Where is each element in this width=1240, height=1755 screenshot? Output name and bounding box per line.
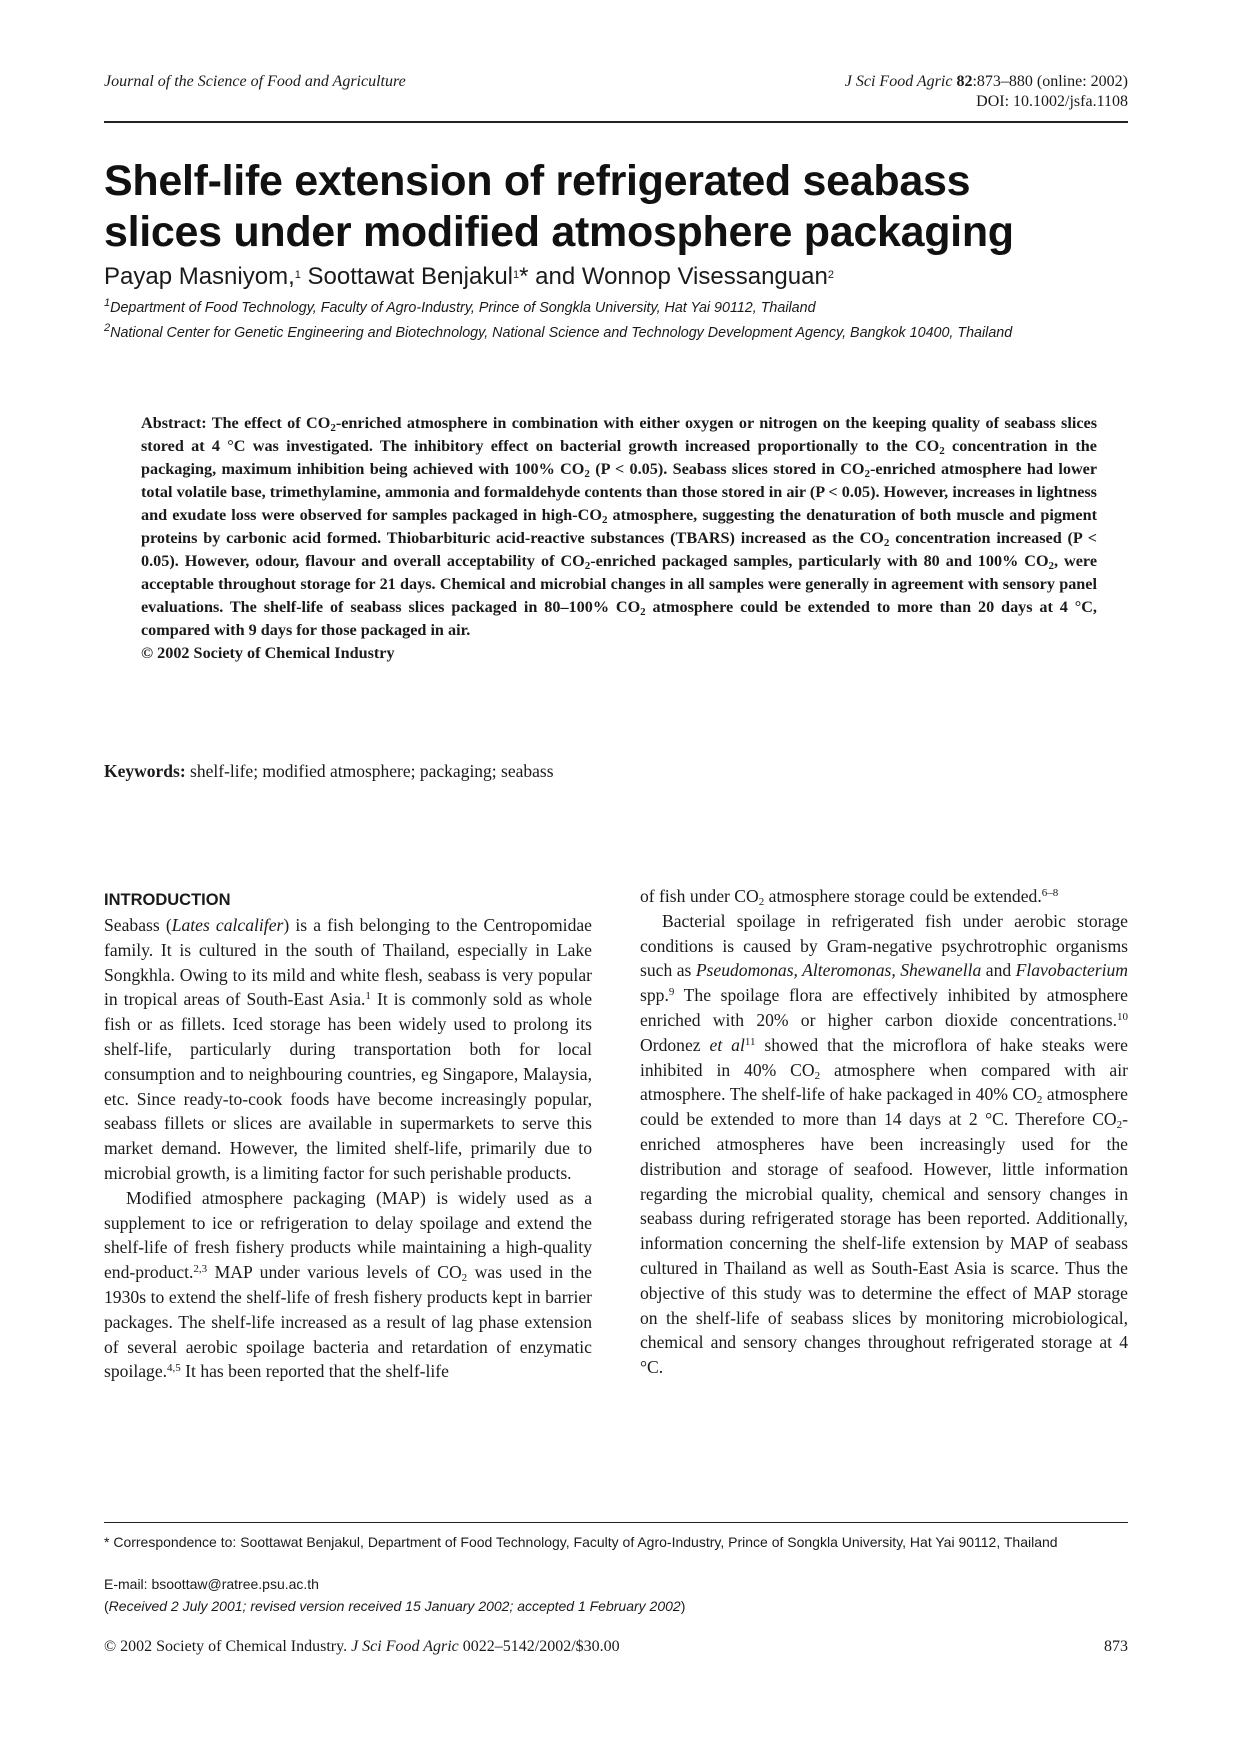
paragraph: Bacterial spoilage in refrigerated fish under aerobic storage conditions is caused by Gram-negative psychrotrophic organisms such as Pseudomonas, Alteromonas, Shewanella and Flavobacterium spp.$^9$ The spoilage flora are effectively inhibited by atmosphere enriched with 20% or higher carbon dioxide concentrations.$^{10}$ Ordonez et $al^{11}$ showed that the microflora of hake steaks were inhibited in 40% $CO_2$ atmosphere when compared with air atmosphere. The shelf-life of hake packaged in 40% $CO_2$ atmosphere could be extended to more than 14 days at 2 °C. Therefore $CO_2$-enriched atmospheres have been increasingly used for the distribution and storage of seafood. However, little information regarding the microbial quality, chemical and sensory changes in seabass during refrigerated storage has been reported. Additionally, information concerning the shelf-life extension by MAP of seabass cultured in Thailand as well as South-East Asia is scarce. Thus the objective of this study was to determine the effect of MAP storage on the shelf-life of seabass slices by monitoring microbiological, chemical and sensory changes throughout refrigerated storage at 4 °C. bbox=[640, 910, 1128, 1378]
keywords: Keywords: shelf-life; modified atmosphere; packaging; seabass bbox=[104, 761, 554, 781]
running-header-citation bbox=[845, 72, 1128, 112]
running-header-journal: Journal of the Science of Food and Agriculture bbox=[104, 73, 406, 90]
bottom-copyright: © 2002 Society of Chemical Industry. J Sci Food Agric 0022–5142/2002/$30.00 bbox=[104, 1638, 620, 1655]
email-note: E-mail: bsoottaw@ratree.psu.ac.th bbox=[104, 1576, 319, 1592]
author-list: Payap Masniyom,$^1$ Soottawat Benjakul$^1$* and Wonnop Visessanguan$^2$ bbox=[104, 263, 834, 290]
section-heading: INTRODUCTION bbox=[104, 891, 231, 909]
footnote-rule bbox=[104, 1522, 1128, 1523]
paragraph: Seabass (Lates calcalifer) is a fish belonging to the Centropomidae family. It is cultured in the south of Thailand, especially in Lake Songkhla. Owing to its mild and white flesh, seabass is very popular in tropical areas of South-East Asia.$^1$ It is commonly sold as whole fish or as fillets. Iced storage has been widely used to prolong its shelf-life, particularly during transportation both for local consumption and to neighbouring countries, eg Singapore, Malaysia, etc. Since ready-to-cook foods have become increasingly popular, seabass fillets or slices are available in supermarkets to serve this market demand. However, the limited shelf-life, primarily due to microbial growth, is a limiting factor for such perishable products. bbox=[104, 915, 593, 1183]
correspondence-note: * Correspondence to: Soottawat Benjakul, Department of Food Technology, Faculty of Agro-Industry, Prince of Songkla University, Hat Yai 90112, Thailand bbox=[104, 1534, 1058, 1550]
affiliation-1: $^1$Department of Food Technology, Faculty of Agro-Industry, Prince of Songkla University, Hat Yai 90112, Thailand bbox=[104, 297, 816, 316]
abstract-copyright: © 2002 Society of Chemical Industry bbox=[141, 644, 395, 662]
header-rule bbox=[104, 121, 1128, 123]
received-note: (Received 2 July 2001; revised version received 15 January 2002; accepted 1 February 2002) bbox=[104, 1598, 686, 1614]
doi: DOI: 10.1002/jsfa.1108 bbox=[976, 93, 1128, 110]
page-number: 873 bbox=[1104, 1638, 1128, 1655]
abstract: Abstract: The effect of $CO_2$-enriched atmosphere in combination with either oxygen or nitrogen on the keeping quality of seabass slices stored at 4 °C was investigated. The inhibitory effect on bacterial growth increased proportionally to the $CO_2$ concentration in the packaging, maximum inhibition being achieved with 100% $CO_2$ (P < 0.05). Seabass slices stored in $CO_2$-enriched atmosphere had lower total volatile base, trimethylamine, ammonia and formaldehyde contents than those stored in air (P < 0.05). However, increases in lightness and exudate loss were observed for samples packaged in high-$CO_2$ atmosphere, suggesting the denaturation of both muscle and pigment proteins by carbonic acid formed. Thiobarbituric acid-reactive substances (TBARS) increased as the $CO_2$ concentration increased (P < 0.05). However, odour, flavour and overall acceptability of $CO_2$-enriched packaged samples, particularly with 80 and 100% $CO_2$, were acceptable throughout storage for 21 days. Chemical and microbial changes in all samples were generally in agreement with sensory panel evaluations. The shelf-life of seabass slices packaged in 80–100% $CO_2$ atmosphere could be extended to more than 20 days at 4 °C, compared with 9 days for those packaged in air. © 2002 Society of Chemical Industry bbox=[141, 412, 1097, 665]
introduction-left-column bbox=[104, 889, 592, 1384]
introduction-right-column bbox=[640, 884, 1128, 1380]
citation-journal: J Sci Food Agric bbox=[844, 73, 953, 90]
article-title: Shelf-life extension of refrigerated seabass slices under modified atmosphere packaging bbox=[104, 157, 1014, 256]
paragraph: Modified atmosphere packaging (MAP) is widely used as a supplement to ice or refrigeration to delay spoilage and extend the shelf-life of fresh fishery products while maintaining a high-quality end-product.$^{2,3}$ MAP under various levels of $CO_2$ was used in the 1930s to extend the shelf-life of fresh fishery products kept in barrier packages. The shelf-life increased as a result of lag phase extension of several aerobic spoilage bacteria and retardation of enzymatic spoilage.$^{4,5}$ It has been reported that the shelf-life bbox=[104, 1187, 592, 1382]
affiliation-2: $^2$National Center for Genetic Engineering and Biotechnology, National Science and Technology Development Agency, Bangkok 10400, Thailand bbox=[104, 322, 1013, 341]
citation-volume: 82 bbox=[956, 73, 973, 90]
citation-pages: :873–880 (online: 2002) bbox=[972, 73, 1128, 90]
paragraph: of fish under $CO_2$ atmosphere storage could be extended.$^{6-8}$ bbox=[640, 886, 1059, 908]
